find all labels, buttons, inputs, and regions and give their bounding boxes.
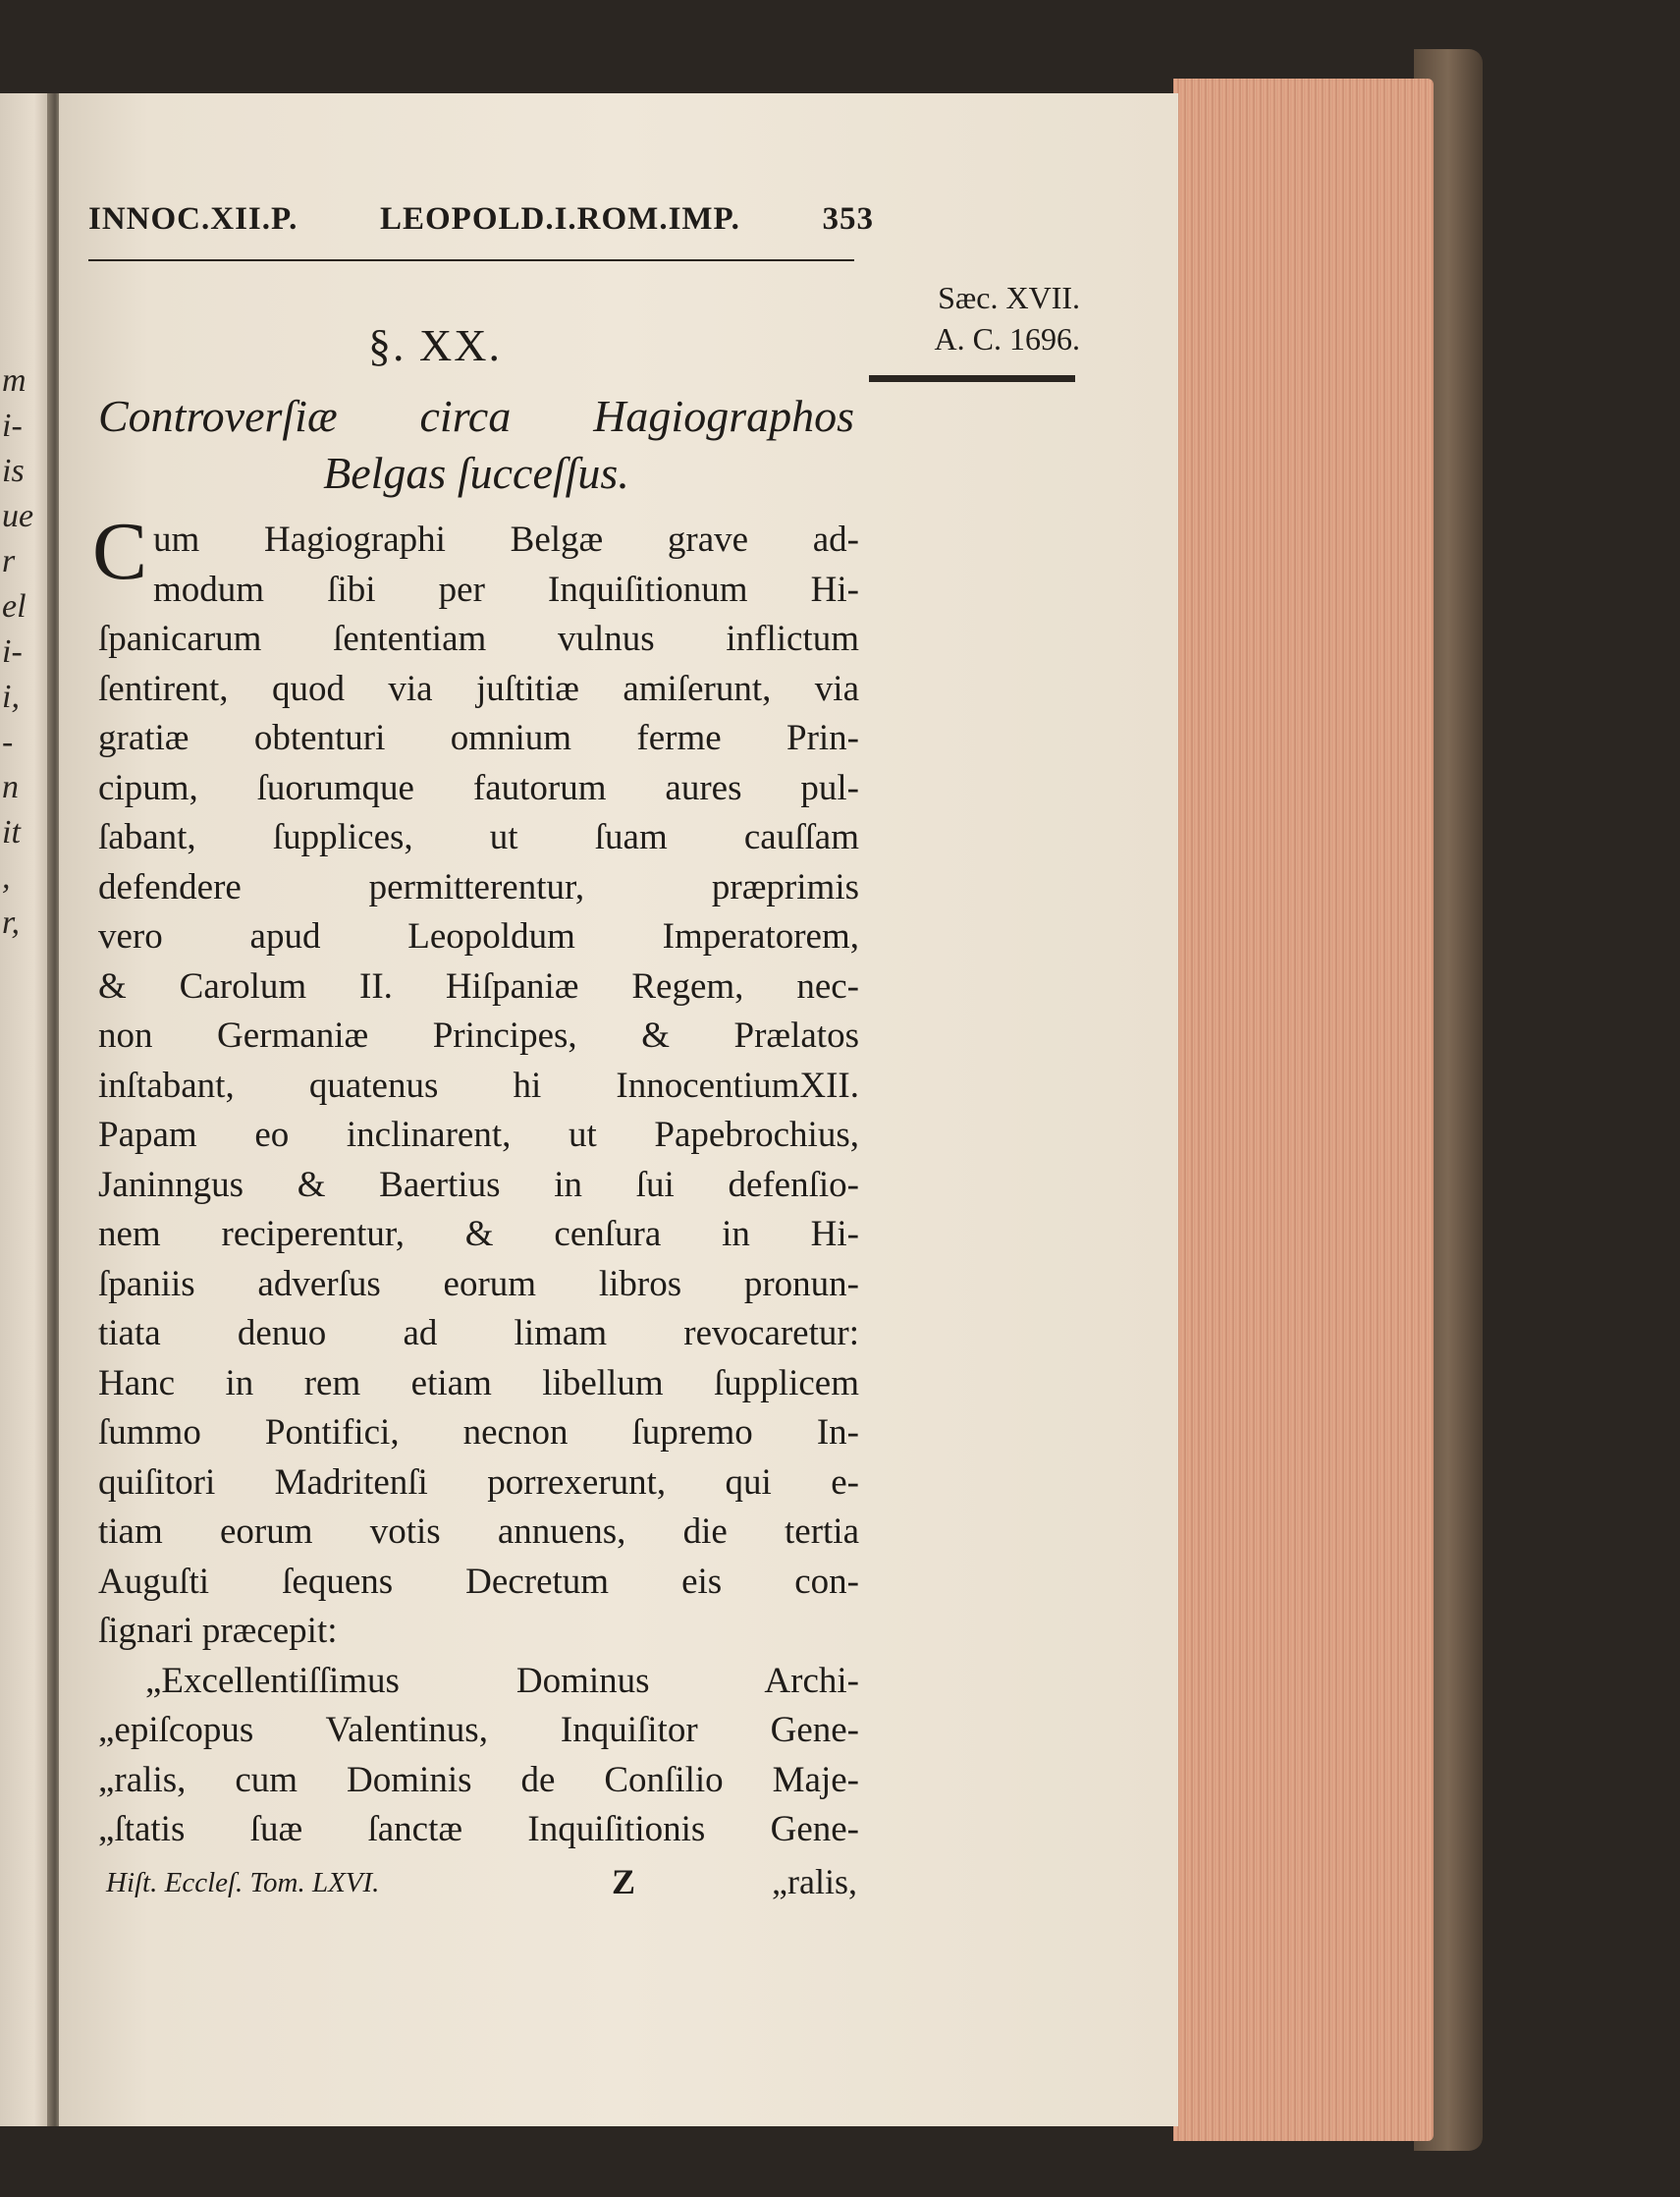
body-line: „epiſcopus Valentinus, Inquiſitor Gene-: [98, 1710, 859, 1750]
margin-note-year: A. C. 1696.: [934, 321, 1080, 357]
running-head: [88, 201, 874, 238]
body-line: nem reciperentur, & cenſura in Hi-: [98, 1214, 859, 1254]
body-line: tiata denuo ad limam revocaretur:: [98, 1313, 859, 1353]
body-line: ſignari præcepit:: [98, 1611, 338, 1651]
body-line: modum ſibi per Inquiſitionum Hi-: [153, 569, 859, 610]
body-line: ſpanicarum ſententiam vulnus inflictum: [98, 619, 859, 659]
body-line: gratiæ obtenturi omnium ferme Prin-: [98, 718, 859, 758]
body-line: ſpaniis adverſus eorum libros pronun-: [98, 1263, 859, 1304]
margin-note-date: [864, 277, 1080, 359]
body-line: defendere permitterentur, præprimis: [98, 866, 859, 907]
body-line: „ralis, cum Dominis de Conſilio Maje-: [98, 1759, 859, 1800]
body-line: vero apud Leopoldum Imperatorem,: [98, 916, 859, 957]
body-line: cipum, ſuorumque fautorum aures pul-: [98, 767, 859, 808]
body-line: Papam eo inclinarent, ut Papebrochius,: [98, 1115, 859, 1155]
body-line: Hanc in rem etiam libellum ſupplicem: [98, 1362, 859, 1403]
running-head-pope: INNOC.XII.P.: [88, 201, 298, 237]
header-rule: [88, 259, 854, 261]
body-line: um Hagiographi Belgæ grave ad-: [153, 520, 859, 560]
body-line: Auguſti ſequens Decretum eis con-: [98, 1561, 859, 1602]
body-line: ſummo Pontifici, necnon ſupremo In-: [98, 1412, 859, 1453]
section-title-line-1: Controverſiæ circa Hagiographos: [98, 391, 854, 441]
body-line: ſentirent, quod via juſtitiæ amiſerunt, via: [98, 668, 859, 709]
red-speckled-fore-edge: [1173, 79, 1434, 2141]
body-text: [92, 506, 859, 1855]
body-line: & Carolum II. Hiſpaniæ Regem, nec-: [98, 965, 859, 1007]
quire-mark: Z: [612, 1862, 636, 1901]
margin-note-century: Sæc. XVII.: [938, 280, 1080, 315]
left-page-fragments: m i- is ue r el i- i, - n it , r,: [2, 362, 34, 941]
body-line: ſabant, ſupplices, ut ſuam cauſſam: [98, 817, 859, 857]
catchword: „ralis,: [772, 1862, 857, 1901]
section-title: [98, 388, 854, 502]
signature-line: Hiſt. Eccleſ. Tom. LXVI.: [106, 1867, 380, 1898]
body-line: Janinngus & Baertius in ſui defenſio-: [98, 1164, 859, 1205]
body-line: „ſtatis ſuæ ſanctæ Inquiſitionis Gene-: [98, 1809, 859, 1849]
page-number: 353: [822, 201, 874, 237]
body-line: „Excellentiſſimus Dominus Archi-: [145, 1660, 859, 1701]
body-line: non Germaniæ Principes, & Prælatos: [98, 1016, 859, 1056]
section-number: §. XX.: [368, 320, 502, 370]
drop-cap: C: [92, 506, 148, 597]
body-line: tiam eorum votis annuens, die tertia: [98, 1511, 859, 1552]
running-head-emperor: LEOPOLD.I.ROM.IMP.: [379, 201, 740, 237]
body-line: quiſitori Madritenſi porrexerunt, qui e-: [98, 1461, 859, 1503]
margin-note-rule: [869, 375, 1075, 382]
section-title-line-2: Belgas ſucceſſus.: [323, 448, 629, 498]
body-line: inſtabant, quatenus hi InnocentiumXII.: [98, 1065, 859, 1106]
